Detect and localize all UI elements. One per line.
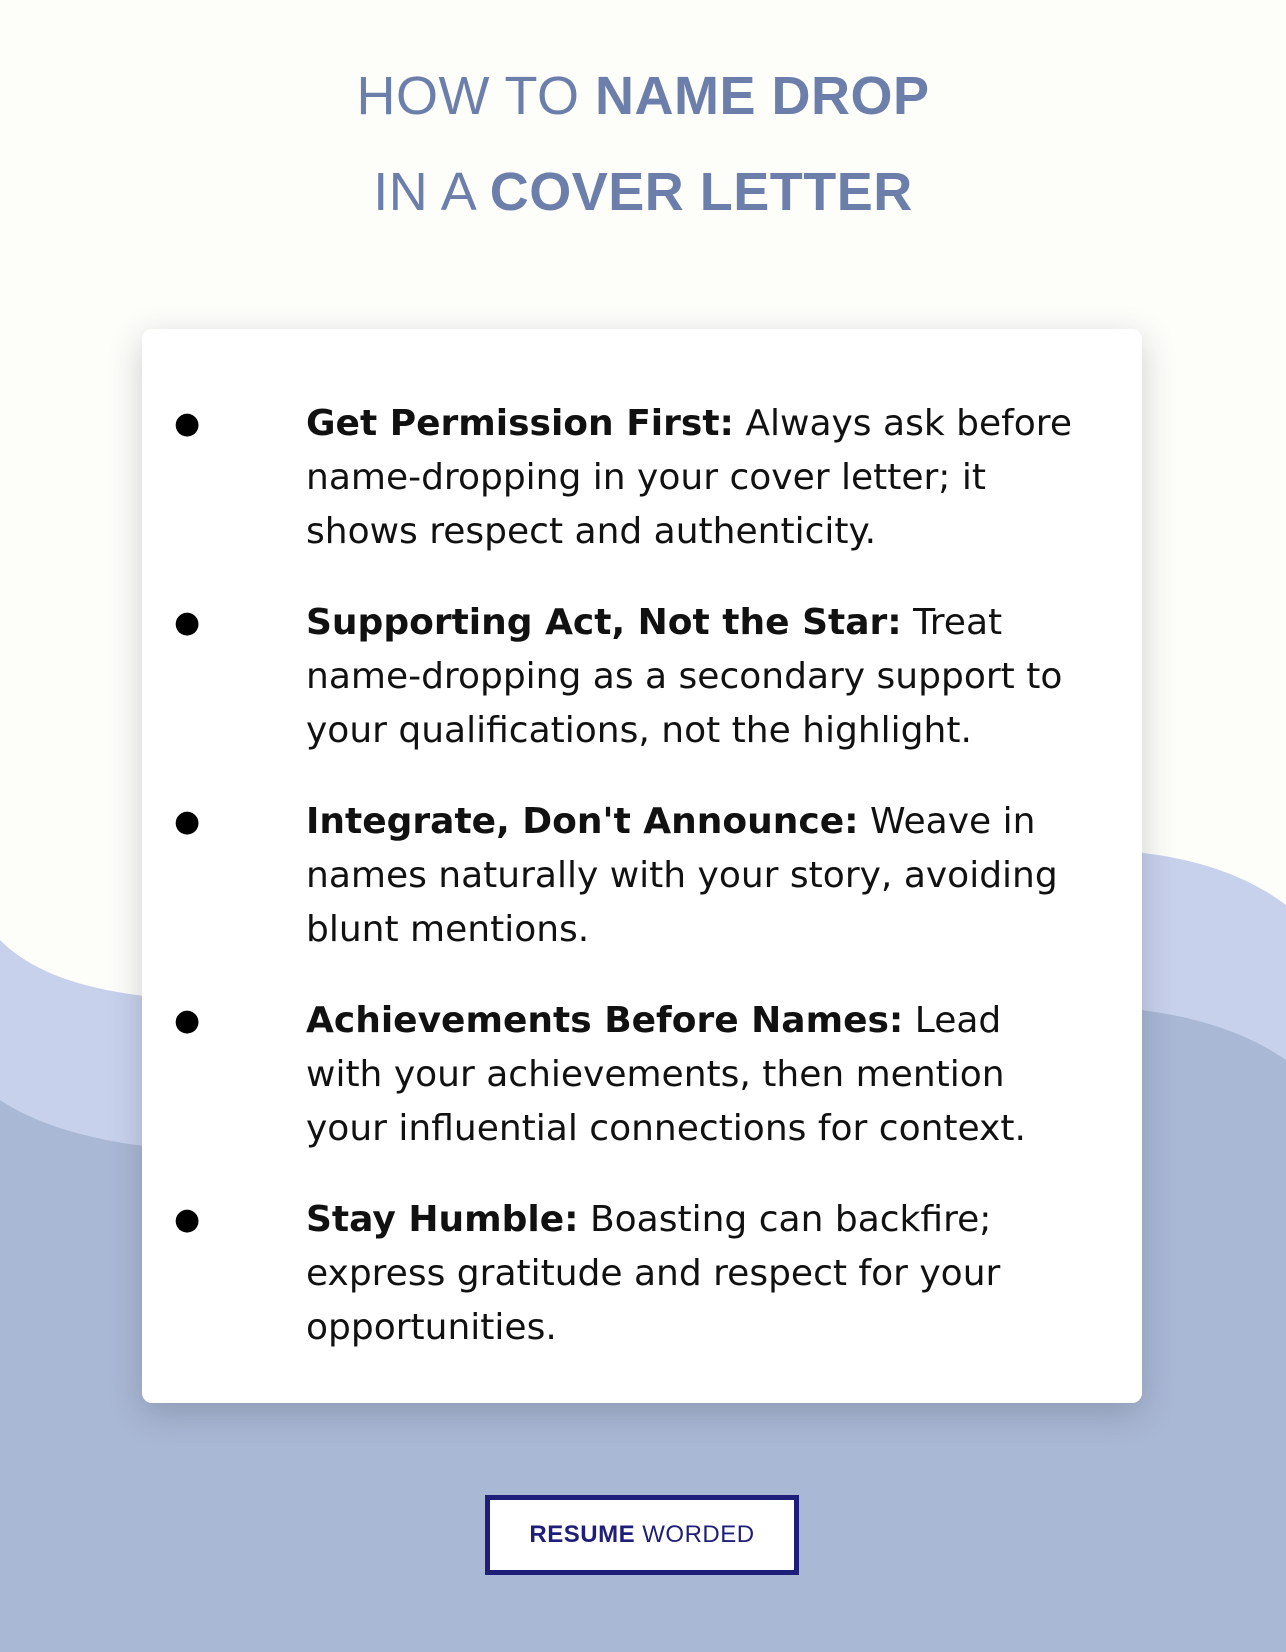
bullet-icon: ● [174, 804, 201, 839]
bullet-icon: ● [174, 1003, 201, 1038]
tip-lead: Stay Humble: [306, 1199, 579, 1240]
tip-body: Always ask before name-dropping in your cover letter; it shows respect and authenticity. [306, 403, 1072, 552]
logo-bold-text: RESUME [529, 1521, 636, 1548]
tip-text [306, 795, 1082, 957]
tip-text [306, 596, 1082, 758]
title-line-2 [0, 144, 1286, 240]
tip-item [174, 1193, 1082, 1355]
tip-text [306, 397, 1082, 559]
title-line-1-bold: NAME DROP [595, 66, 930, 126]
title-line-1 [0, 48, 1286, 144]
tip-item [174, 397, 1082, 559]
bullet-icon: ● [174, 406, 201, 441]
tip-item [174, 795, 1082, 957]
tips-card [142, 329, 1142, 1403]
bullet-icon: ● [174, 605, 201, 640]
tip-item [174, 596, 1082, 758]
tip-text [306, 994, 1082, 1156]
tip-lead: Integrate, Don't Announce: [306, 801, 859, 842]
tip-lead: Get Permission First: [306, 403, 734, 444]
tip-text [306, 1193, 1082, 1355]
tip-body: Boasting can backfire; express gratitude and respect for your opportunities. [306, 1199, 1001, 1348]
logo-light-text: WORDED [642, 1521, 755, 1548]
title-line-2-bold: COVER LETTER [489, 162, 913, 222]
tips-list [174, 397, 1082, 1355]
page-title [0, 48, 1286, 240]
tip-lead: Achievements Before Names: [306, 1000, 904, 1041]
bullet-icon: ● [174, 1202, 201, 1237]
tip-body: Treat name-dropping as a secondary support to your qualifications, not the highlight. [306, 602, 1063, 751]
title-line-1-light: HOW TO [356, 66, 595, 126]
title-line-2-light: IN A [373, 162, 490, 222]
tip-body: Lead with your achievements, then mention your influential connections for context. [306, 1000, 1026, 1149]
resume-worded-logo [485, 1495, 799, 1575]
tip-item [174, 994, 1082, 1156]
tip-lead: Supporting Act, Not the Star: [306, 602, 902, 643]
tip-body: Weave in names naturally with your story, avoiding blunt mentions. [306, 801, 1058, 950]
